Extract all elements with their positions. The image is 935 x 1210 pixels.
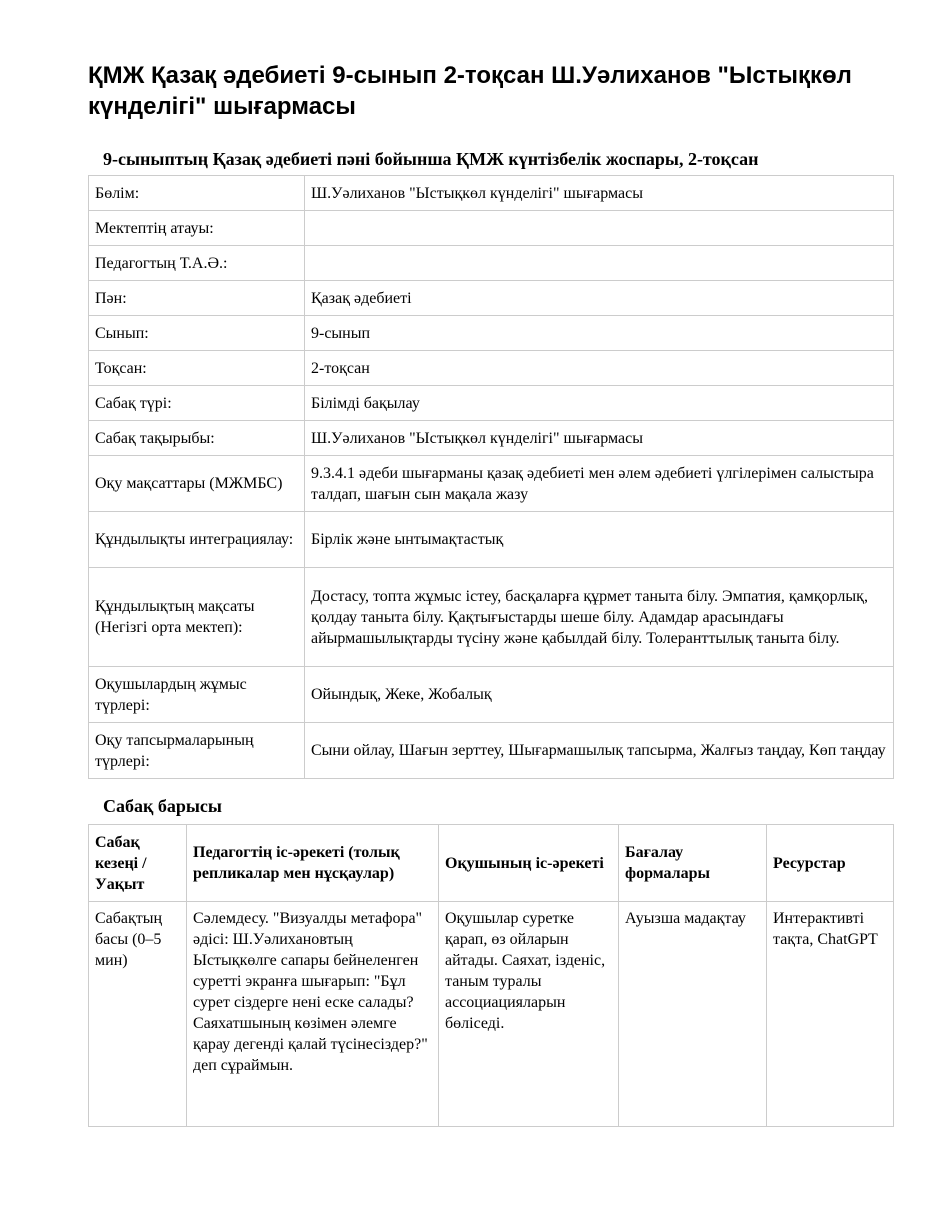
info-label: Сабақ түрі: (89, 386, 305, 421)
info-row-section (89, 176, 894, 211)
info-label: Тоқсан: (89, 351, 305, 386)
lesson-info-table (88, 175, 894, 779)
column-header-stage: Сабақ кезеңі / Уақыт (89, 825, 187, 902)
plan-heading: 9-сыныптың Қазақ әдебиеті пәні бойынша ҚМЖ күнтізбелік жоспары, 2-тоқсан (103, 149, 759, 169)
lesson-heading: Сабақ барысы (103, 796, 222, 816)
info-row-learning-objectives (89, 456, 894, 512)
info-value: Ойындық, Жеке, Жобалық (305, 667, 894, 723)
lesson-flow-table (88, 824, 894, 1127)
document-page (88, 60, 893, 1127)
resources-cell: Интерактивті тақта, ChatGPT (767, 902, 894, 1127)
info-value: 9.3.4.1 әдеби шығарманы қазақ әдебиеті мен әлем әдебиеті үлгілерімен салыстыра талдап, шағын сын мақала жазу (305, 456, 894, 512)
info-label: Оқушылардың жұмыс түрлері: (89, 667, 305, 723)
info-label: Сынып: (89, 316, 305, 351)
info-label: Мектептің атауы: (89, 211, 305, 246)
info-label: Құндылықтың мақсаты (Негізгі орта мектеп): (89, 568, 305, 667)
stage-cell: Сабақтың басы (0–5 мин) (89, 902, 187, 1127)
info-value: Ш.Уәлиханов "Ыстықкөл күнделігі" шығармасы (305, 176, 894, 211)
info-row-teacher (89, 246, 894, 281)
info-row-grade (89, 316, 894, 351)
document-title: ҚМЖ Қазақ әдебиеті 9-сынып 2-тоқсан Ш.Уәлиханов "Ыстықкөл күнделігі" шығармасы (88, 62, 852, 120)
column-header-teacher: Педагогтің іс-әрекеті (толық репликалар мен нұсқаулар) (187, 825, 439, 902)
lesson-header-row (89, 825, 894, 902)
column-header-resources: Ресурстар (767, 825, 894, 902)
info-value (305, 211, 894, 246)
column-header-student: Оқушының іс-әрекеті (439, 825, 619, 902)
info-row-value-goal (89, 568, 894, 667)
info-label: Пән: (89, 281, 305, 316)
info-row-lesson-topic (89, 421, 894, 456)
info-row-subject (89, 281, 894, 316)
info-value: Білімді бақылау (305, 386, 894, 421)
info-value: Ш.Уәлиханов "Ыстықкөл күнделігі" шығармасы (305, 421, 894, 456)
info-value: Сыни ойлау, Шағын зерттеу, Шығармашылық тапсырма, Жалғыз таңдау, Көп таңдау (305, 723, 894, 779)
student-activity-cell: Оқушылар суретке қарап, өз ойларын айтады. Саяхат, ізденіс, таным туралы ассоциацияларын бөліседі. (439, 902, 619, 1127)
table-row (89, 902, 894, 1127)
assessment-cell: Ауызша мадақтау (619, 902, 767, 1127)
info-label: Бөлім: (89, 176, 305, 211)
info-value: Бірлік және ынтымақтастық (305, 512, 894, 568)
info-label: Оқу мақсаттары (МЖМБС) (89, 456, 305, 512)
info-label: Сабақ тақырыбы: (89, 421, 305, 456)
info-value: Қазақ әдебиеті (305, 281, 894, 316)
info-label: Құндылықты интеграциялау: (89, 512, 305, 568)
column-header-assessment: Бағалау формалары (619, 825, 767, 902)
teacher-activity-cell: Сәлемдесу. "Визуалды метафора" әдісі: Ш.Уәлихановтың Ыстықкөлге сапары бейнеленген суретті экранға шығарып: "Бұл сурет сіздерге нені еске салады? Саяхатшының көзімен әлемге қарау дегенді қалай түсінесіздер?" деп сұраймын. (187, 902, 439, 1127)
info-row-school (89, 211, 894, 246)
info-row-work-types (89, 667, 894, 723)
info-row-value-integration (89, 512, 894, 568)
info-row-lesson-type (89, 386, 894, 421)
info-value: 9-сынып (305, 316, 894, 351)
info-value: 2-тоқсан (305, 351, 894, 386)
info-label: Оқу тапсырмаларының түрлері: (89, 723, 305, 779)
info-row-quarter (89, 351, 894, 386)
info-label: Педагогтың Т.А.Ә.: (89, 246, 305, 281)
info-value (305, 246, 894, 281)
info-row-task-types (89, 723, 894, 779)
info-value: Достасу, топта жұмыс істеу, басқаларға құрмет таныта білу. Эмпатия, қамқорлық, қолдау таныта білу. Қақтығыстарды шеше білу. Адамдар арасындағы айырмашылықтарды түсіну және қабылдай білу. Толеранттылық таныта білу. (305, 568, 894, 667)
